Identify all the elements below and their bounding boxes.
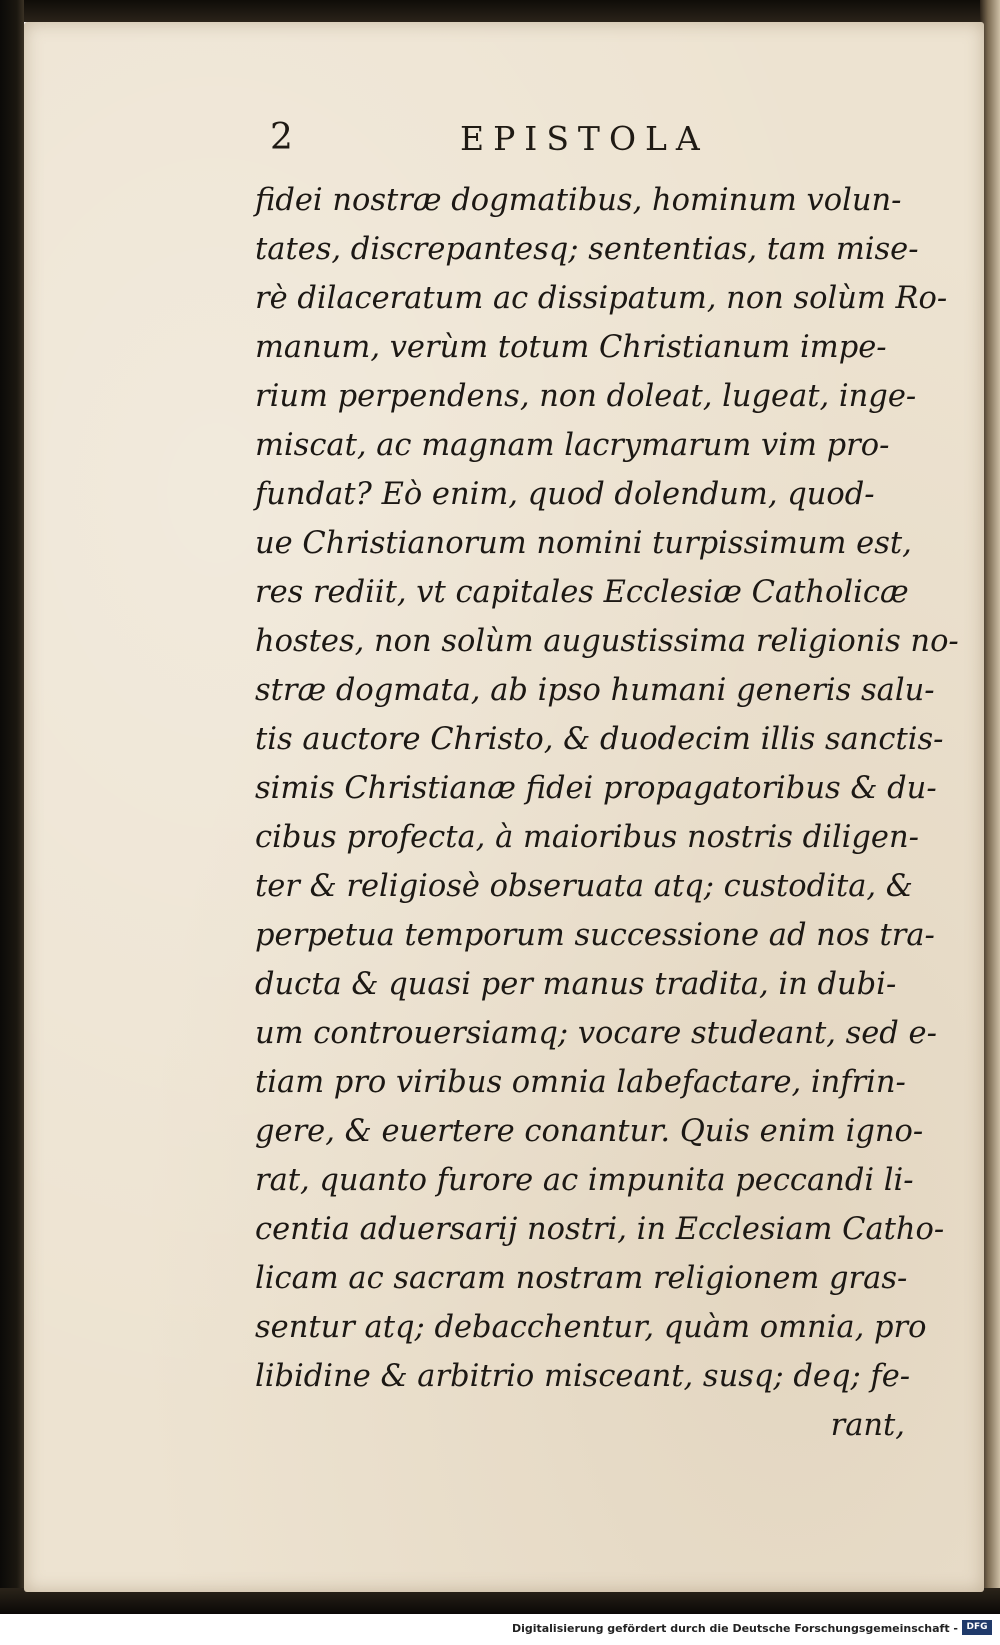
text-line: cibus profecta, à maioribus nostris diligen- <box>255 820 919 855</box>
body-text <box>255 176 959 1450</box>
text-line: ue Christianorum nomini turpissimum est, <box>255 526 912 561</box>
text-line: rium perpendens, non doleat, lugeat, inge- <box>255 379 917 414</box>
page-number: 2 <box>270 117 293 158</box>
text-line: hostes, non solùm augustissima religionis no- <box>255 624 959 659</box>
text-line: tiam pro viribus omnia labefactare, infrin- <box>255 1065 906 1100</box>
running-head <box>270 117 920 167</box>
dfg-logo: DFG <box>962 1620 992 1635</box>
scan-top-edge <box>0 0 1000 22</box>
text-line: gere, & euertere conantur. Quis enim igno- <box>255 1114 924 1149</box>
funding-credit: Digitalisierung gefördert durch die Deutsche Forschungsgemeinschaft - <box>511 1622 958 1635</box>
header-title: EPISTOLA <box>460 119 709 158</box>
text-line: manum, verùm totum Christianum impe- <box>255 330 887 365</box>
text-line: fidei nostræ dogmatibus, hominum volun- <box>255 183 902 218</box>
text-line: sentur atq; debacchentur, quàm omnia, pro <box>255 1310 927 1345</box>
text-line: centia aduersarij nostri, in Ecclesiam Catho- <box>255 1212 945 1247</box>
scan-left-edge <box>0 0 24 1610</box>
text-line: um controuersiamq; vocare studeant, sed e- <box>255 1016 937 1051</box>
text-line: tis auctore Christo, & duodecim illis sanctis- <box>255 722 944 757</box>
text-line: libidine & arbitrio misceant, susq; deq; fe- <box>255 1359 911 1394</box>
text-line: simis Christianæ fidei propagatoribus & du- <box>255 771 937 806</box>
text-line: licam ac sacram nostram religionem gras- <box>255 1261 908 1296</box>
text-line: ter & religiosè obseruata atq; custodita, & <box>255 869 913 904</box>
text-line: miscat, ac magnam lacrymarum vim pro- <box>255 428 890 463</box>
digitization-footer <box>0 1614 1000 1645</box>
text-line: ducta & quasi per manus tradita, in dubi- <box>255 967 897 1002</box>
text-line: rat, quanto furore ac impunita peccandi li- <box>255 1163 914 1198</box>
text-line: stræ dogmata, ab ipso humani generis salu- <box>255 673 935 708</box>
text-line: tates, discrepantesq; sententias, tam mise- <box>255 232 919 267</box>
text-line: fundat? Eò enim, quod dolendum, quod- <box>255 477 875 512</box>
text-line: perpetua temporum successione ad nos tra- <box>255 918 935 953</box>
text-line: rè dilaceratum ac dissipatum, non solùm Ro- <box>255 281 948 316</box>
text-line: res rediit, vt capitales Ecclesiæ Catholicæ <box>255 575 909 610</box>
catchword: rant, <box>830 1408 905 1443</box>
